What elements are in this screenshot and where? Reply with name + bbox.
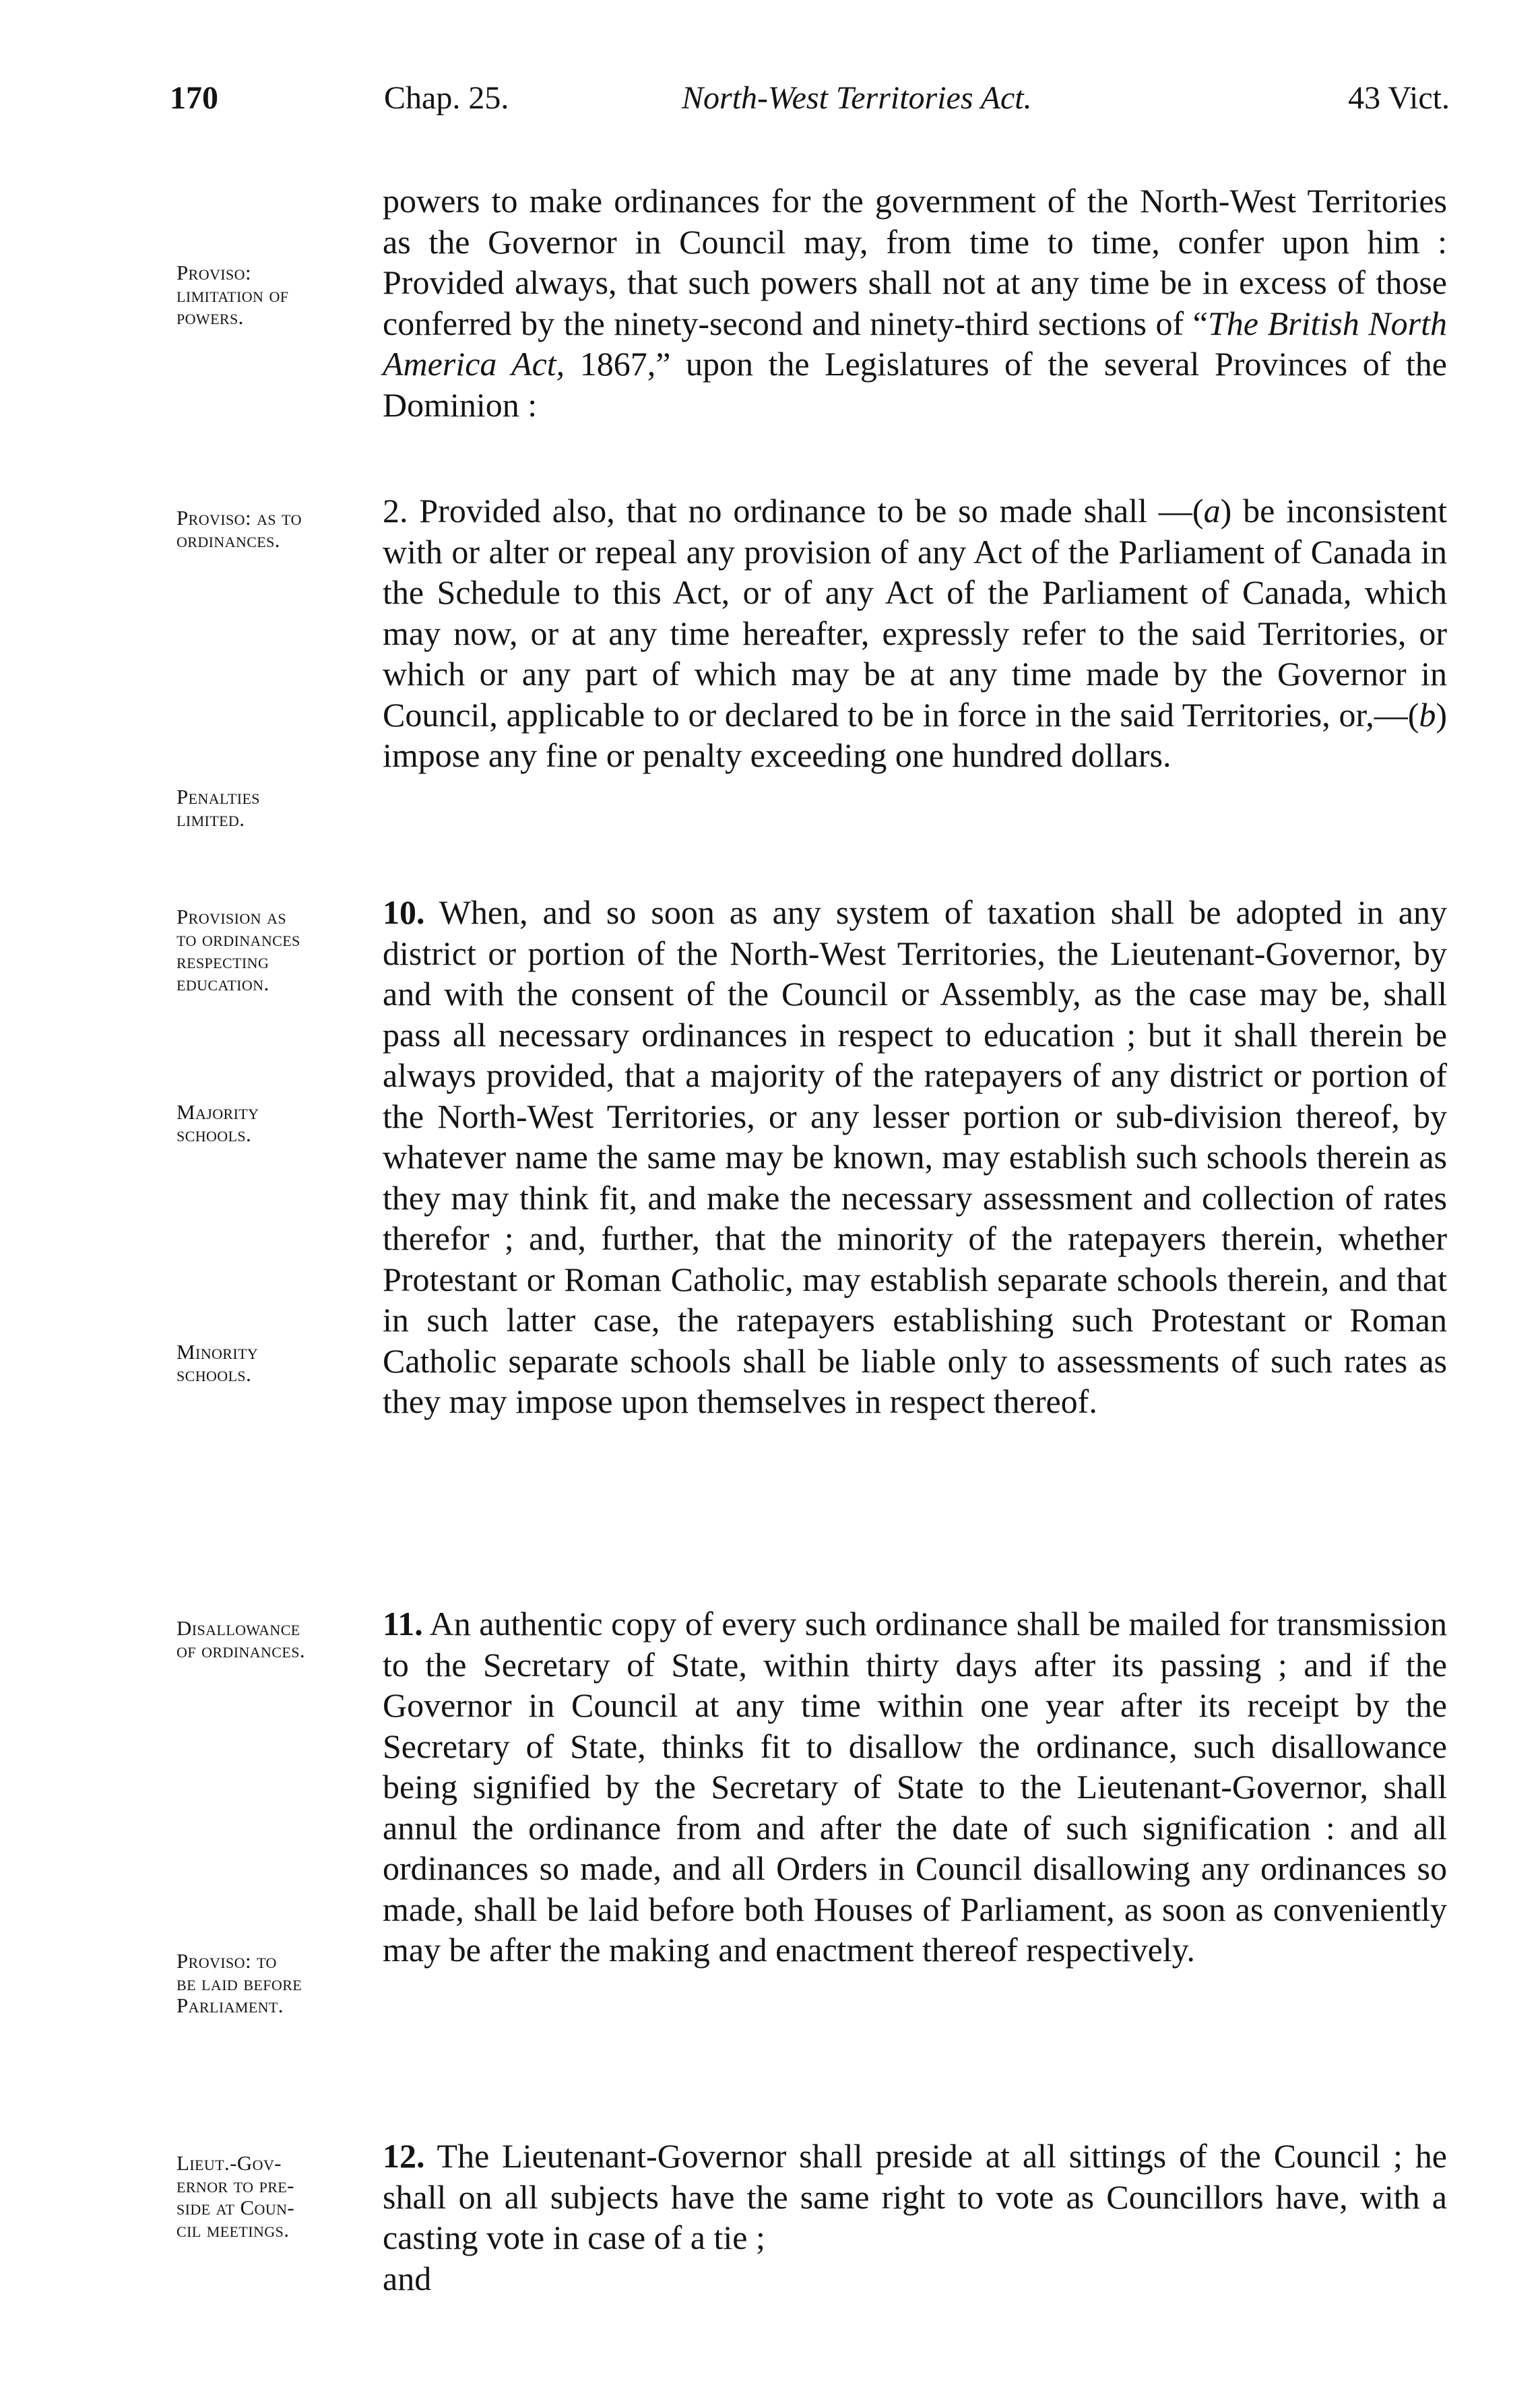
section-10 [383, 892, 1447, 1422]
margin-note-disallowance: Disallowance of ordinances. [177, 1616, 306, 1662]
running-header [170, 79, 1450, 133]
powers-text-1: powers to make ordinances for the government of the North-West Territories as the Governor in Council may, from time to time, confer upon him : Provided always, that such powers shall not at any time be in excess of those conferred by the ninety-second and ninety-third sections of “ [383, 182, 1447, 342]
chapter-label: Chap. 25. [384, 80, 509, 116]
margin-note-proviso-limitation: Proviso: limitation of powers. [177, 261, 289, 329]
proviso-text-2: ) be inconsistent with or alter or repeal any provision of any Act of the Parliament of Canada in the Schedule to this Act, or of any Act of the Parliament of Canada, which may now, or at any time hereafter, expressly refer to the said Territories, or which or any part of which may be at any time made by the Governor in Council, applicable to or declared to be in force in the said Territories, or,—( [383, 492, 1447, 734]
proviso-clause-a: a [1203, 492, 1221, 530]
proviso-text-1: 2. Provided also, that no ordinance to be so made shall —( [383, 492, 1204, 530]
section-10-number: 10. [383, 893, 425, 931]
margin-note-lieut-governor: Lieut.-Gov- ernor to pre- side at Coun- cil meetings. [177, 2151, 295, 2241]
section-12 [383, 2136, 1447, 2299]
paragraph-powers [383, 181, 1447, 425]
section-11-number: 11. [383, 1605, 423, 1643]
bna-act-title: The British North America Act, [383, 304, 1447, 383]
regnal-year: 43 Vict. [1348, 80, 1450, 116]
margin-note-proviso-ordinances: Proviso: as to ordinances. [177, 506, 302, 552]
page-number: 170 [170, 80, 218, 116]
section-11 [383, 1603, 1447, 1971]
section-12-text: The Lieutenant-Governor shall preside at all sittings of the Council ; he shall on all subjects have the same right to vote as Councillors have, with a casting vote in case of a tie ; [383, 2137, 1447, 2256]
act-title: North-West Territories Act. [682, 80, 1032, 116]
section-11-text: An authentic copy of every such ordinance shall be mailed for transmission to the Secretary of State, within thirty days after its passing ; and if the Governor in Council at any time within one year after its receipt by the Secretary of State, thinks fit to disallow the ordinance, such disallowance being signified by the Secretary of State to the Lieutenant-Governor, shall annul the ordinance from and after the date of such signification : and all ordinances so made, and all Orders in Council disallowing any ordinances so made, shall be laid before both Houses of Parliament, as soon as conveniently may be after the making and enactment thereof respectively. [383, 1605, 1447, 1969]
paragraph-proviso-2 [383, 490, 1447, 776]
proviso-clause-b: b [1419, 695, 1436, 734]
proviso-text-3: ) impose any fine or penalty exceeding one hundred dollars. [383, 695, 1447, 774]
margin-note-proviso-parliament: Proviso: to be laid before Parliament. [177, 1949, 302, 2017]
catchword: and [383, 2259, 432, 2297]
powers-text-2: 1867,” upon the Legislatures of the several Provinces of the Dominion : [383, 345, 1447, 424]
margin-note-penalties: Penalties limited. [177, 785, 260, 831]
section-12-number: 12. [383, 2137, 425, 2175]
section-10-text: When, and so soon as any system of taxation shall be adopted in any district or portion of the North-West Territories, the Lieutenant-Governor, by and with the consent of the Council or Assembly, as the case may be, shall pass all necessary ordinances in respect to education ; but it shall therein be always provided, that a majority of the ratepayers of any district or portion of the North-West Territories, or any lesser portion or sub-division thereof, by whatever name the same may be known, may establish such schools therein as they may think fit, and make the necessary assessment and collection of rates therefor ; and, further, that the minority of the ratepayers therein, whether Protestant or Roman Catholic, may establish separate schools therein, and that in such latter case, the ratepayers establishing such Protestant or Roman Catholic separate schools shall be liable only to assessments of such rates as they may impose upon themselves in respect thereof. [383, 893, 1447, 1420]
margin-note-minority-schools: Minority schools. [177, 1340, 259, 1386]
margin-note-education: Provision as to ordinances respecting education. [177, 905, 300, 995]
margin-note-majority-schools: Majority schools. [177, 1100, 259, 1146]
